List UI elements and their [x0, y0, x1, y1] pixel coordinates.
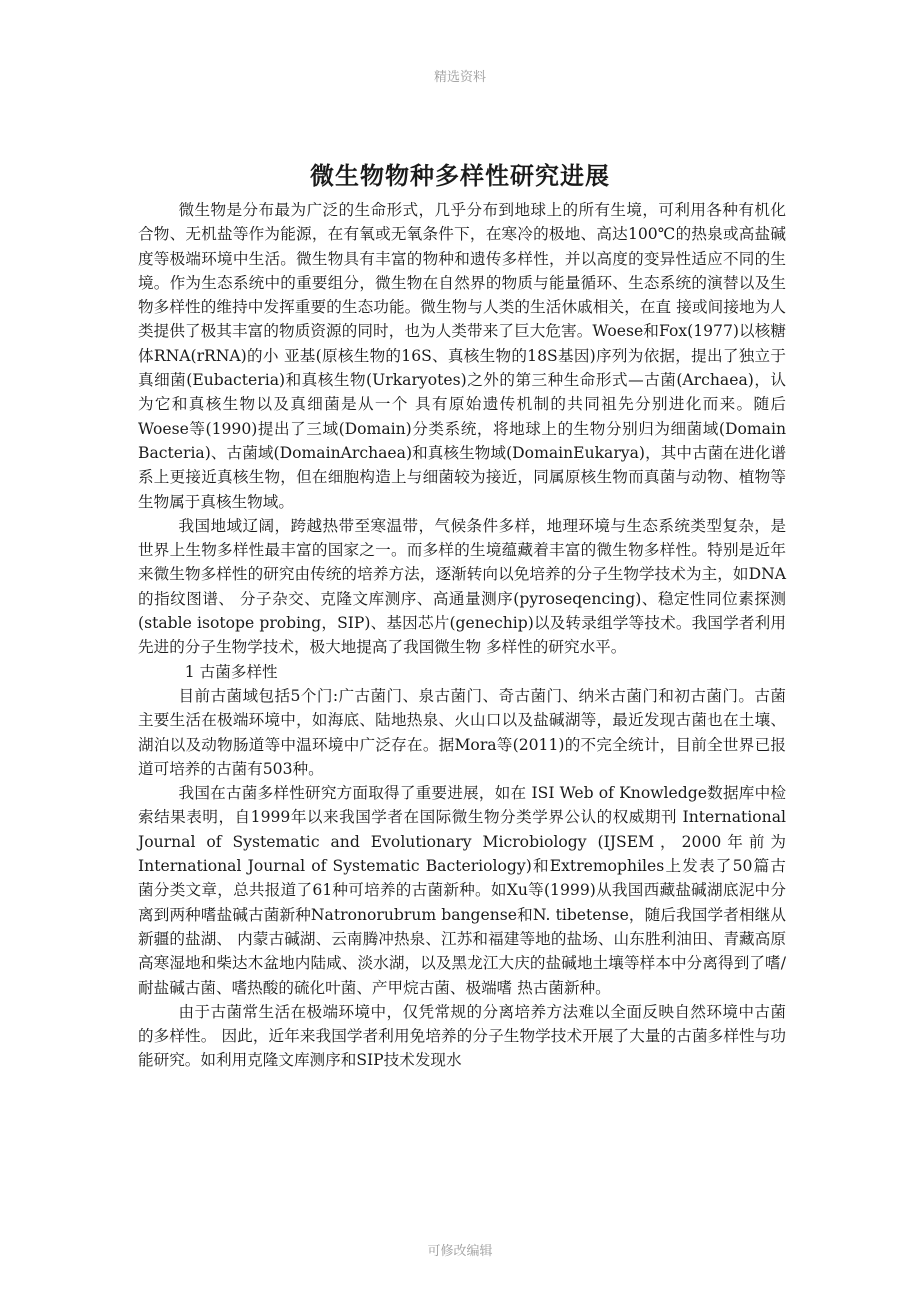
footer-watermark: 可修改编辑 — [427, 1244, 493, 1259]
paragraph-china-diversity: 我国地域辽阔，跨越热带至寒温带，气候条件多样，地理环境与生态系统类型复杂，是世界上生物多样性最丰富的国家之一。而多样的生境蕴藏着丰富的微生物多样性。特别是近年来微生物多样性的研究由传统的培养方法，逐渐转向以免培养的分子生物学技术为主，如DNA的指纹图谱、 分子杂交、克隆文库测序、高通量测序(pyroseqencing)、稳定性同位素探测(stable isotope probing，SIP)、基因芯片(genechip)以及转录组学等技术。我国学者利用先进的分子生物学技术，极大地提高了我国微生物 多样性的研究水平。 — [138, 516, 786, 657]
paragraph-archaea-phyla: 目前古菌域包括5个门:广古菌门、泉古菌门、奇古菌门、纳米古菌门和初古菌门。古菌主要生活在极端环境中，如海底、陆地热泉、火山口以及盐碱湖等，最近发现古菌也在土壤、湖泊以及动物肠道等中温环境中广泛存在。据Mora等(2011)的不完全统计，目前全世界已报道可培养的古菌有503种。 — [138, 686, 786, 778]
paragraph-intro: 微生物是分布最为广泛的生命形式，几乎分布到地球上的所有生境，可利用各种有机化合物、无机盐等作为能源，在有氧或无氧条件下，在寒冷的极地、高达100℃的热泉或高盐碱度等极端环境中生活。微生物具有丰富的物种和遗传多样性，并以高度的变异性适应不同的生境。作为生态系统中的重要组分，微生物在自然界的物质与能量循环、生态系统的演替以及生物多样性的维持中发挥重要的生态功能。微生物与人类的生活休戚相关，在直 接或间接地为人类提供了极其丰富的物质资源的同时，也为人类带来了巨大危害。Woese和Fox(1977)以核糖体RNA(rRNA)的小 亚基(原核生物的16S、真核生物的18S基因)序列为依据，提出了独立于真细菌(Eubacteria)和真核生物(Urkaryotes)之外的第三种生命形式—古菌(Archaea)，认为它和真核生物以及真细菌是从一个 具有原始遗传机制的共同祖先分别进化而来。随后 Woese等(1990)提出了三域(Domain)分类系统，将地球上的生物分别归为细菌域(Domain Bacteria)、古菌域(DomainArchaea)和真核生物域(DomainEukarya)，其中古菌在进化谱系上更接近真核生物，但在细胞构造上与细菌较为接近，同属原核生物而真菌与动物、植物等生物属于真核生物域。 — [138, 201, 786, 511]
document-title: 微生物物种多样性研究进展 — [310, 162, 610, 191]
section-heading-archaea: 1 古菌多样性 — [184, 662, 278, 681]
paragraph-archaea-molecular: 由于古菌常生活在极端环境中，仅凭常规的分离培养方法难以全面反映自然环境中古菌的多样性。 因此，近年来我国学者利用免培养的分子生物学技术开展了大量的古菌多样性与功能研究。如利用克隆文库测序和SIP技术发现水 — [138, 1002, 786, 1070]
paragraph-archaea-progress: 我国在古菌多样性研究方面取得了重要进展，如在 ISI Web of Knowledge数据库中检索结果表明，自1999年以来我国学者在国际微生物分类学界公认的权威期刊 International Journal of Systematic and Evolutionary Microbiology (IJSEM，2000年前为International Journal of Systematic Bacteriology)和Extremophiles上发表了50篇古菌分类文章，总共报道了61种可培养的古菌新种。如Xu等(1999)从我国西藏盐碱湖底泥中分离到两种嗜盐碱古菌新种Natronorubrum bangense和N. tibetense，随后我国学者相继从新疆的盐湖、 内蒙古碱湖、云南腾冲热泉、江苏和福建等地的盐场、山东胜利油田、青藏高原高寒湿地和柴达木盆地内陆咸、淡水湖，以及黑龙江大庆的盐碱地土壤等样本中分离得到了嗜/耐盐碱古菌、嗜热酸的硫化叶菌、产甲烷古菌、极端嗜 热古菌新种。 — [138, 784, 786, 997]
header-watermark: 精选资料 — [433, 70, 486, 85]
document-body — [138, 198, 786, 1073]
